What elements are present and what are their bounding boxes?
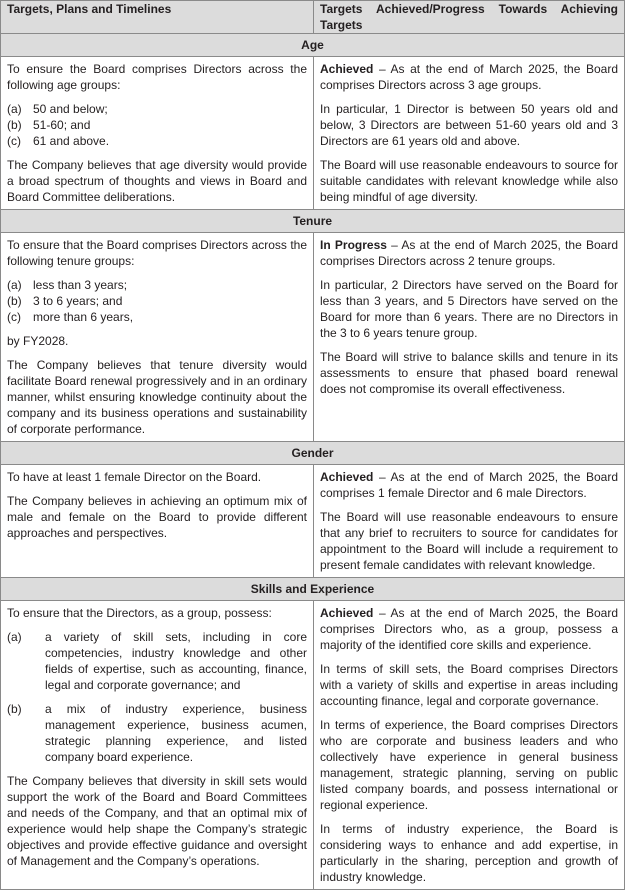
tenure-targets-cell [1, 233, 314, 442]
section-title-gender: Gender [1, 442, 625, 465]
age-status-text: – As at the end of March 2025, the Board comprises Directors across 3 age groups. [320, 62, 618, 92]
list-marker: (b) [7, 118, 22, 132]
list-item [7, 277, 307, 293]
list-marker: (a) [7, 278, 22, 292]
skills-belief: The Company believes that diversity in skill sets would support the work of the Board and Board Committees and needs of the Company, and that an optimal mix of experience would help shape the Company’s strategic objectives and provide effective guidance and oversight of Management and the Company’s operations. [7, 774, 307, 868]
content-row-tenure [1, 233, 625, 442]
list-text: a mix of industry experience, business management experience, business acumen, strategic planning experience, and listed company board experience. [45, 702, 307, 764]
list-marker: (b) [7, 294, 22, 308]
age-progress-cell [314, 57, 625, 210]
gender-targets-cell [1, 465, 314, 578]
list-text: a variety of skill sets, including in core competencies, industry knowledge and other fields of expertise, such as accounting, finance, legal and corporate governance; and [45, 630, 307, 692]
list-item [7, 101, 307, 117]
gender-status-text: – As at the end of March 2025, the Board comprises 1 female Director and 6 male Directors. [320, 470, 618, 500]
tenure-deadline: by FY2028. [7, 334, 69, 348]
tenure-group-list [7, 277, 307, 325]
skills-industry: In terms of industry experience, the Board is considering ways to enhance and add expertise, in particularly in the sharing, perception and growth of industry knowledge. [320, 822, 618, 884]
header-targets: Targets, Plans and Timelines [1, 1, 314, 34]
list-text: more than 6 years, [33, 310, 134, 324]
header-row [1, 1, 625, 34]
age-targets-cell [1, 57, 314, 210]
list-marker: (b) [7, 702, 22, 716]
list-item [7, 701, 307, 765]
list-item [7, 629, 307, 693]
gender-belief: The Company believes in achieving an optimum mix of male and female on the Board to provide different approaches and perspectives. [7, 494, 307, 540]
section-row-gender [1, 442, 625, 465]
list-item [7, 293, 307, 309]
skills-skillsets: In terms of skill sets, the Board comprises Directors with a variety of skills and expertise in areas including accounting finance, legal and corporate governance. [320, 662, 618, 708]
section-row-skills [1, 578, 625, 601]
list-marker: (c) [7, 310, 21, 324]
list-marker: (a) [7, 102, 22, 116]
skills-status-text: – As at the end of March 2025, the Board comprises Directors who, as a group, possess a majority of the identified core skills and experience. [320, 606, 618, 652]
status-label: Achieved [320, 62, 374, 76]
section-title-tenure: Tenure [1, 210, 625, 233]
tenure-belief: The Company believes that tenure diversity would facilitate Board renewal progressively and in an ordinary manner, whilst ensuring knowledge continuity about the company and its business operations and sustainability of corporate performance. [7, 358, 307, 436]
list-item [7, 117, 307, 133]
skills-targets-cell [1, 601, 314, 890]
section-title-age: Age [1, 34, 625, 57]
skills-experience: In terms of experience, the Board comprises Directors who are corporate and business leaders and who collectively have experience in general business management, strategic planning, serving on public listed company boards, and possess international or regional experience. [320, 718, 618, 812]
skills-intro: To ensure that the Directors, as a group, possess: [7, 606, 272, 620]
gender-status-paragraph [320, 469, 618, 501]
status-label: Achieved [320, 470, 374, 484]
list-text: 50 and below; [33, 102, 108, 116]
header-progress: Targets Achieved/Progress Towards Achieving Targets [314, 1, 625, 34]
age-group-list [7, 101, 307, 149]
age-intro: To ensure the Board comprises Directors across the following age groups: [7, 62, 307, 92]
tenure-progress-cell [314, 233, 625, 442]
content-row-age [1, 57, 625, 210]
list-item [7, 133, 307, 149]
list-text: 51-60; and [33, 118, 91, 132]
skills-status-paragraph [320, 605, 618, 653]
age-status-paragraph [320, 61, 618, 93]
list-marker: (c) [7, 134, 21, 148]
tenure-detail: In particular, 2 Directors have served on the Board for less than 3 years, and 5 Directors have served on the Board for more than 6 years. There are no Directors in the 3 to 6 years tenure group. [320, 278, 618, 340]
gender-progress-cell [314, 465, 625, 578]
tenure-status-text: – As at the end of March 2025, the Board comprises Directors across 2 tenure groups. [320, 238, 618, 268]
skills-progress-cell [314, 601, 625, 890]
section-title-skills: Skills and Experience [1, 578, 625, 601]
list-text: 3 to 6 years; and [33, 294, 123, 308]
age-detail: In particular, 1 Director is between 50 years old and below, 3 Directors are between 51-60 years old and 3 Directors are 61 years old and above. [320, 102, 618, 148]
tenure-status-paragraph [320, 237, 618, 269]
gender-plan: The Board will use reasonable endeavours to ensure that any brief to recruiters to source for candidates for appointment to the Board will include a requirement to present female candidates with relevant knowledge. [320, 510, 618, 572]
content-row-gender [1, 465, 625, 578]
list-marker: (a) [7, 630, 22, 644]
tenure-intro: To ensure that the Board comprises Directors across the following tenure groups: [7, 238, 307, 268]
section-row-tenure [1, 210, 625, 233]
status-label: In Progress [320, 238, 387, 252]
age-belief: The Company believes that age diversity would provide a broad spectrum of thoughts and views in Board and Board Committee deliberations. [7, 158, 307, 204]
list-text: less than 3 years; [33, 278, 128, 292]
status-label: Achieved [320, 606, 374, 620]
section-row-age [1, 34, 625, 57]
content-row-skills [1, 601, 625, 890]
gender-intro: To have at least 1 female Director on the Board. [7, 470, 262, 484]
age-plan: The Board will use reasonable endeavours to source for suitable candidates with relevant knowledge while also being mindful of age diversity. [320, 158, 618, 204]
list-item [7, 309, 307, 325]
tenure-plan: The Board will strive to balance skills and tenure in its assessments to ensure that phased board renewal does not compromise its overall effectiveness. [320, 350, 618, 396]
list-text: 61 and above. [33, 134, 110, 148]
skills-list [7, 629, 307, 765]
